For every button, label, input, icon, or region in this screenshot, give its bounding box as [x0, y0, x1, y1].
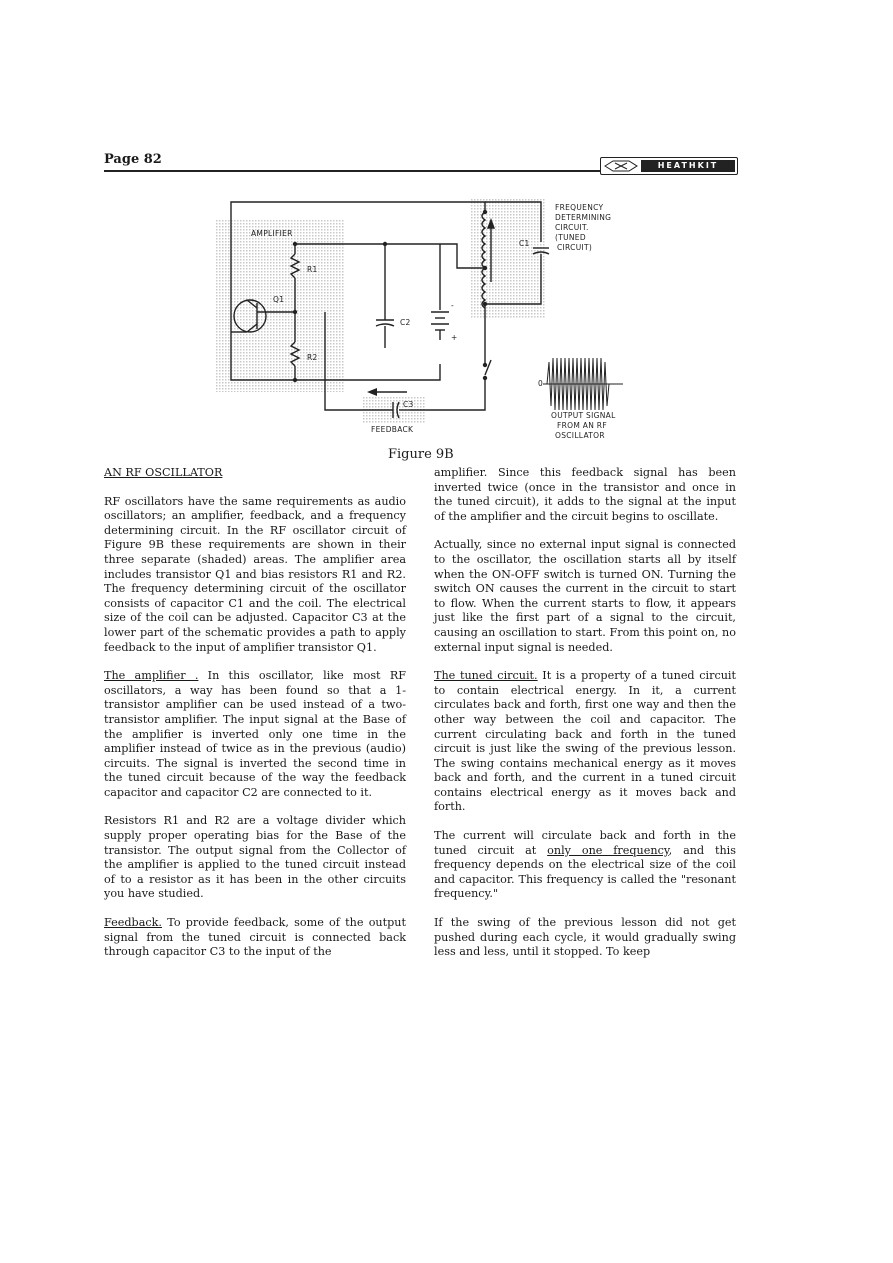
paragraph-text: It is a property of a tuned circuit to contain electrical energy. In it, a current circulates back and forth, first one way and then the other way between the coil and capacitor. The current circulating back and forth in the tuned circuit is just like the swing of the previous lesson. The swing contains mechanical energy as it moves back and forth, and the current in a tuned circuit contains electrical energy as it moves back and forth. — [434, 669, 736, 814]
paragraph — [104, 916, 406, 960]
paragraph: Resistors R1 and R2 are a voltage divider which supply proper operating bias for the Base of the transistor. The output signal from the Collector of the amplifier is applied to the tuned circuit instead of to a resistor as it has been in the other circuits you have studied. — [104, 814, 406, 901]
left-column — [104, 466, 406, 974]
label-r1: R1 — [307, 265, 318, 274]
logo-diamond-icon — [603, 160, 639, 172]
paragraph-text: In this oscillator, like most RF oscillators, a way has been found so that a 1-transistor amplifier can be used instead of a two-transistor amplifier. The input signal at the Base of the amplifier is inverted only one time in the amplifier instead of twice as in the previous (audio) circuits. The signal is inverted the second time in the tuned circuit because of the way the feedback capacitor and capacitor C2 are connected to it. — [104, 669, 407, 799]
label-output-3: OSCILLATOR — [555, 431, 605, 440]
underlined-phrase: only one frequency — [547, 843, 669, 857]
subheading-feedback: Feedback. — [104, 916, 162, 930]
paragraph — [104, 669, 406, 800]
section-heading: AN RF OSCILLATOR — [104, 466, 223, 479]
label-freq-1: FREQUENCY — [555, 203, 604, 212]
logo-text: HEATHKIT — [641, 160, 735, 172]
label-freq-4: (TUNED — [555, 233, 586, 242]
heathkit-logo — [600, 157, 738, 175]
subheading-tuned-circuit: The tuned circuit. — [434, 669, 538, 683]
label-battery-minus: - — [451, 301, 455, 310]
feedback-arrow — [367, 388, 407, 396]
label-freq-5: CIRCUIT) — [557, 243, 593, 252]
tuned-circuit-shaded-area — [470, 198, 545, 318]
paragraph: Actually, since no external input signal is connected to the oscillator, the oscillation starts all by itself when the ON-OFF switch is turned ON. Turning the switch ON causes the current in the circuit to start to flow. When the current starts to flow, it appears just like the first part of a signal to the circuit, causing an oscillation to start. From this point on, no external input signal is needed. — [434, 538, 736, 654]
paragraph-text: The current will circulate back and forth in the tuned circuit at — [434, 829, 736, 857]
label-c3: C3 — [403, 400, 414, 409]
label-feedback: FEEDBACK — [371, 425, 414, 434]
label-freq-3: CIRCUIT. — [555, 223, 589, 232]
label-c1: C1 — [519, 239, 530, 248]
paragraph-text: , and this frequency depends on the electrical size of the coil and capacitor. This frequency is called the "resonant frequency." — [434, 843, 736, 901]
right-column — [434, 466, 736, 974]
label-output-2: FROM AN RF — [557, 421, 607, 430]
label-r2: R2 — [307, 353, 318, 362]
paragraph: amplifier. Since this feedback signal has been inverted twice (once in the transistor and once in the tuned circuit), it adds to the signal at the input of the amplifier and the circuit begins to oscillate. — [434, 466, 736, 523]
page-number: Page 82 — [104, 152, 162, 167]
label-battery-plus: + — [451, 333, 458, 342]
label-freq-2: DETERMINING — [555, 213, 612, 222]
label-c2: C2 — [400, 318, 411, 327]
paragraph-text: To provide feedback, some of the output signal from the tuned circuit is connected back through capacitor C3 to the input of the — [104, 916, 406, 959]
rf-oscillator-schematic — [195, 190, 635, 445]
figure-caption: Figure 9B — [388, 447, 454, 462]
paragraph — [434, 829, 736, 902]
label-zero: 0 — [538, 379, 544, 388]
label-amplifier: AMPLIFIER — [251, 229, 293, 238]
subheading-amplifier: The amplifier . — [104, 669, 199, 683]
paragraph: If the swing of the previous lesson did not get pushed during each cycle, it would gradually swing less and less, until it stopped. To keep — [434, 916, 736, 959]
paragraph: RF oscillators have the same requirements as audio oscillators; an amplifier, feedback, and a frequency determining circuit. In the RF oscillator circuit of Figure 9B these requirements are shown in their three separate (shaded) areas. The amplifier area includes transistor Q1 and bias resistors R1 and R2. The frequency determining circuit of the oscillator consists of capacitor C1 and the coil. The electrical size of the coil can be adjusted. Capacitor C3 at the lower part of the schematic provides a path to apply feedback to the input of amplifier transistor Q1. — [104, 494, 406, 654]
label-q1: Q1 — [273, 295, 285, 304]
output-waveform — [543, 358, 623, 410]
label-output-1: OUTPUT SIGNAL — [551, 411, 616, 420]
paragraph — [434, 669, 736, 815]
